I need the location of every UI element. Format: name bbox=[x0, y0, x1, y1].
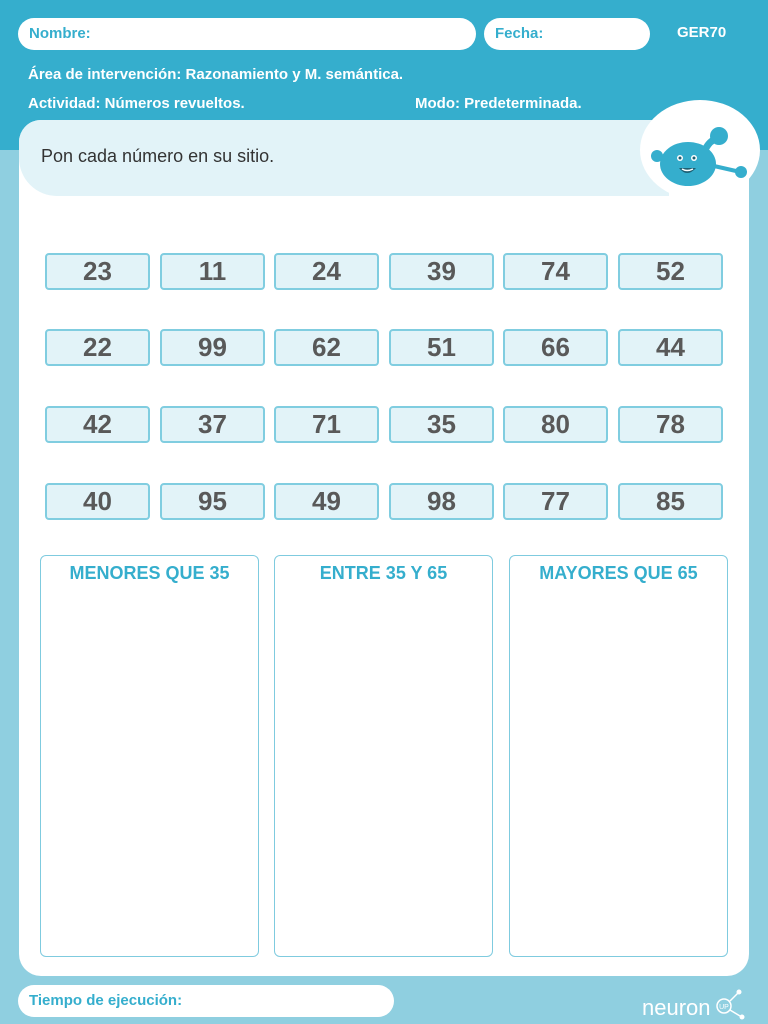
worksheet-code: GER70 bbox=[677, 24, 727, 41]
number-tile[interactable]: 85 bbox=[618, 483, 723, 520]
number-tile[interactable]: 62 bbox=[274, 329, 379, 366]
name-label: Nombre: bbox=[29, 25, 91, 42]
number-tile[interactable]: 49 bbox=[274, 483, 379, 520]
neuron-logo-icon bbox=[641, 985, 751, 1021]
instruction-text: Pon cada número en su sitio. bbox=[41, 146, 275, 166]
mascot-icon bbox=[648, 122, 752, 192]
area-line: Área de intervención: Razonamiento y M. semántica. bbox=[28, 66, 404, 83]
number-tile[interactable]: 78 bbox=[618, 406, 723, 443]
number-tile[interactable]: 11 bbox=[160, 253, 265, 290]
number-tile[interactable]: 39 bbox=[389, 253, 494, 290]
logo-text: neuron bbox=[642, 995, 711, 1020]
logo-badge-text: UP bbox=[719, 1004, 729, 1011]
number-tile[interactable]: 66 bbox=[503, 329, 608, 366]
number-tile[interactable]: 51 bbox=[389, 329, 494, 366]
number-tile[interactable]: 42 bbox=[45, 406, 150, 443]
date-label: Fecha: bbox=[495, 25, 544, 42]
column-title-menores: MENORES QUE 35 bbox=[69, 563, 230, 583]
column-mayores[interactable] bbox=[509, 555, 728, 957]
number-tile[interactable]: 37 bbox=[160, 406, 265, 443]
column-entre[interactable] bbox=[274, 555, 493, 957]
number-tile[interactable]: 99 bbox=[160, 329, 265, 366]
column-title-mayores: MAYORES QUE 65 bbox=[539, 563, 698, 583]
number-tile[interactable]: 80 bbox=[503, 406, 608, 443]
number-tile[interactable]: 22 bbox=[45, 329, 150, 366]
number-tile[interactable]: 74 bbox=[503, 253, 608, 290]
name-field[interactable] bbox=[18, 18, 476, 50]
number-tile[interactable]: 40 bbox=[45, 483, 150, 520]
date-field[interactable] bbox=[484, 18, 650, 50]
number-tile[interactable]: 52 bbox=[618, 253, 723, 290]
number-tile[interactable]: 98 bbox=[389, 483, 494, 520]
column-title-entre: ENTRE 35 Y 65 bbox=[319, 563, 448, 583]
number-tile[interactable]: 23 bbox=[45, 253, 150, 290]
number-tile[interactable]: 95 bbox=[160, 483, 265, 520]
number-tile[interactable]: 44 bbox=[618, 329, 723, 366]
number-tile[interactable]: 24 bbox=[274, 253, 379, 290]
activity-line: Actividad: Números revueltos. bbox=[28, 95, 245, 112]
number-tile[interactable]: 71 bbox=[274, 406, 379, 443]
time-label: Tiempo de ejecución: bbox=[29, 992, 183, 1009]
number-tile[interactable]: 35 bbox=[389, 406, 494, 443]
number-tile[interactable]: 77 bbox=[503, 483, 608, 520]
time-field[interactable] bbox=[18, 985, 394, 1017]
column-menores[interactable] bbox=[40, 555, 259, 957]
mode-line: Modo: Predeterminada. bbox=[415, 95, 582, 112]
